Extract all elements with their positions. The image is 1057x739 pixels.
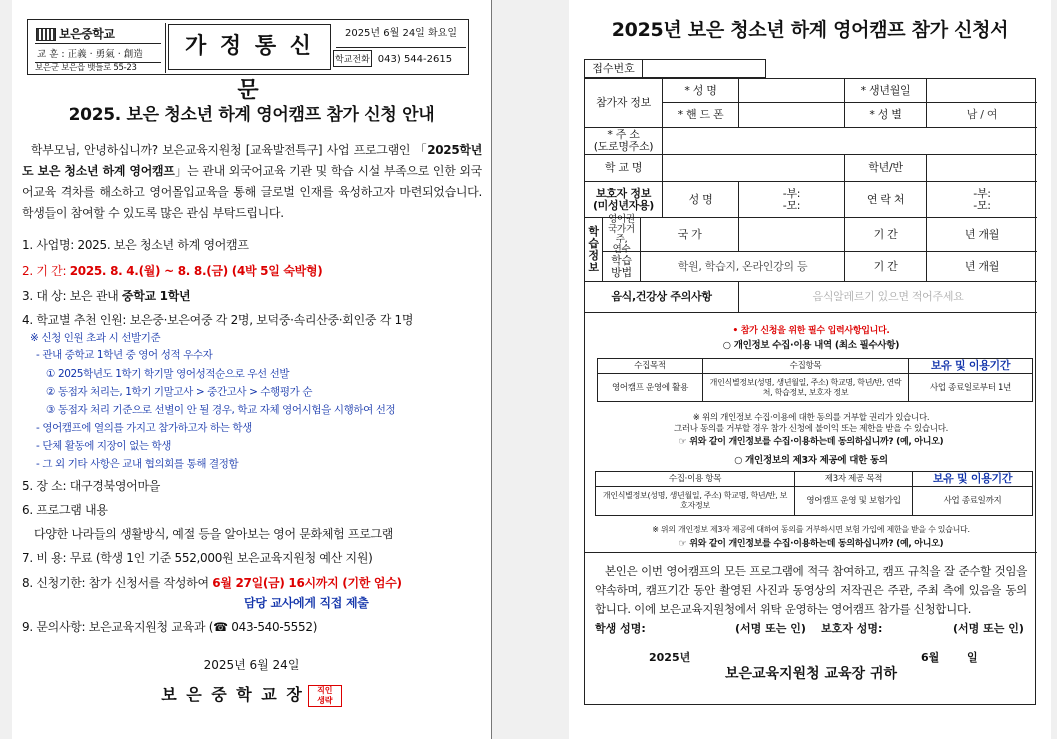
name-label: * 성 명: [663, 79, 739, 103]
country-label: 국 가: [641, 218, 739, 252]
guardian-contact-input[interactable]: -부: -모:: [927, 182, 1037, 218]
study-info-label: 학습 정보: [585, 218, 603, 282]
item-project-name: 1. 사업명: 2025. 보은 청소년 하계 영어캠프: [22, 238, 249, 252]
form-year: 2025년: [649, 651, 691, 664]
school-address: 보은군 보은읍 뱃들로 55-23: [35, 63, 137, 73]
criteria-1b: ② 동점자 처리는, 1학기 기말고사 > 중간고사 > 수행평가 순: [46, 386, 313, 398]
form-title: 2025년 보은 청소년 하계 영어캠프 참가 신청서: [611, 19, 1009, 41]
receipt-number-label: 접수번호: [585, 60, 643, 77]
birth-label: * 생년월일: [845, 79, 927, 103]
item-program: 6. 프로그램 내용: [22, 503, 108, 517]
receipt-number-box: [584, 59, 766, 78]
sign-date: 2025년 6월 24일: [203, 658, 300, 672]
viewer-background-left: [0, 0, 12, 739]
t1-retention: 사업 종료일로부터 1년: [929, 382, 1012, 393]
item-venue: 5. 장 소: 대구경북영어마을: [22, 479, 161, 493]
privacy-section-1-heading: ○ 개인정보 수집·이용 내역 (최소 필수사항): [722, 340, 900, 351]
criteria-1a: ① 2025학년도 1학기 학기말 영어성적순으로 우선 선발: [46, 368, 290, 380]
school-motto: 교 훈 : 正義 · 勇氣 · 創造: [35, 43, 161, 63]
t2-header-purpose: 제3자 제공 목적: [795, 472, 913, 487]
t2-purpose: 영어캠프 운영 및 보험가입: [795, 487, 913, 515]
guardian-name-label: 성 명: [663, 182, 739, 218]
notice-title: 2025. 보은 청소년 하계 영어캠프 참가 신청 안내: [68, 105, 435, 125]
deadline-submit-to: 담당 교사에게 직접 제출: [244, 596, 369, 610]
t1-purpose: 영어캠프 운영에 활용: [598, 374, 703, 401]
period2-label: 기 간: [845, 252, 927, 282]
privacy-table-2: [595, 471, 1033, 516]
phone-input[interactable]: [739, 103, 845, 128]
criteria-3: - 단체 활동에 지장이 없는 학생: [36, 440, 171, 452]
privacy-table-1: [597, 358, 1033, 402]
period-label: 기 간: [845, 218, 927, 252]
grade-label: 학년/반: [845, 155, 927, 182]
section-divider: [585, 552, 1037, 553]
principal-signature: 보 은 중 학 교 장 직인 생략: [12, 682, 491, 707]
t2-header-retention: 보유 및 이용기간: [913, 472, 1032, 487]
school-logo-block: [30, 23, 166, 73]
gender-label: * 성 별: [845, 103, 927, 128]
selection-criteria-note: ※ 신청 인원 초과 시 선발기준: [30, 332, 161, 344]
criteria-2: - 영어캠프에 열의를 가지고 참가하고자 하는 학생: [36, 422, 252, 434]
item-cost: 7. 비 용: 무료 (학생 1인 기준 552,000원 보은교육지원청 예산 지원): [22, 551, 373, 565]
school-emblem-icon: [36, 28, 56, 41]
t2-retention: 사업 종료일까지: [943, 496, 1002, 506]
guardian-contact-label: 연 락 처: [845, 182, 927, 218]
study-period-input[interactable]: 년 개월: [927, 252, 1037, 282]
item-quota: 4. 학교별 추천 인원: 보은중·보은여중 각 2명, 보덕중·속리산중·회인중 각 1명: [22, 313, 414, 327]
privacy-section-2-heading: ○ 개인정보의 제3자 제공에 대한 동의: [734, 455, 888, 466]
viewer-background-gap: [491, 0, 569, 739]
required-notice: • 참가 신청을 위한 필수 입력사항입니다.: [732, 326, 890, 336]
page-application-form: [569, 0, 1051, 739]
school-input[interactable]: [663, 155, 845, 182]
abroad-label: 영어권 국가거주, 연수: [603, 218, 641, 252]
page-notice: [12, 0, 491, 739]
method-label: 학습 방법: [603, 252, 641, 282]
form-month: 6월: [921, 651, 940, 664]
item-deadline: 8. 신청기한: 참가 신청서를 작성하여 6월 27일(금) 16시까지 (기한 엄수): [22, 576, 402, 590]
t1-header-items: 수집항목: [703, 359, 909, 374]
phone-label: * 핸 드 폰: [663, 103, 739, 128]
newsletter-title: 가 정 통 신 문: [168, 24, 331, 70]
item-contact: 9. 문의사항: 보은교육지원청 교육과 (☎ 043-540-5552): [22, 620, 318, 634]
form-addressee: 보은교육지원청 교육장 귀하: [724, 666, 898, 682]
abroad-period-input[interactable]: 년 개월: [927, 218, 1037, 252]
letter-header: [27, 19, 469, 103]
country-input[interactable]: [739, 218, 845, 252]
t2-header-items: 수집·이용 항목: [596, 472, 795, 487]
issue-date: 2025년 6월 24일 화요일: [336, 24, 466, 48]
intro-paragraph: 학부모님, 안녕하십니까? 보은교육지원청 [교육발전특구] 사업 프로그램인 「2025학년도 보은 청소년 하계 영어캠프」는 관내 외국어교육 기관 및 학습 시설 부족으로 인한 외국어교육 격차를 해소하고 영어몰입교육을 통해 글로벌 인재를 육성하고자 마련되었습니다. 학생들이 참여할 수 있도록 많은 관심 부탁드립니다.: [22, 143, 482, 220]
viewer-background-right: [1051, 0, 1057, 739]
guardian-info-label: 보호자 정보 (미성년자용): [585, 182, 663, 218]
t1-items: 개인식별정보(성명, 생년월일, 주소) 학교명, 학년/반, 연락처, 학습정보, 보호자 정보: [703, 374, 909, 401]
privacy-note-1b: 그러나 동의를 거부할 경우 참가 신청에 불이익 또는 제한을 받을 수 있습니다.: [673, 424, 949, 434]
health-label: 음식,건강상 주의사항: [585, 282, 739, 313]
school-name: 보은중학교: [59, 27, 115, 41]
criteria-4: - 그 외 기타 사항은 교내 협의회를 통해 결정함: [36, 458, 239, 470]
t1-header-purpose: 수집목적: [598, 359, 703, 374]
privacy-consent-question-1[interactable]: ☞ 위와 같이 개인정보를 수집·이용하는데 동의하십니까? (예, 아니오): [678, 437, 944, 447]
item-target: 3. 대 상: 보은 관내 중학교 1학년: [22, 289, 191, 303]
privacy-note-1: ※ 위의 개인정보 수집·이용에 대한 동의를 거부할 권리가 있습니다.: [692, 413, 930, 423]
guardian-name-input[interactable]: -부: -모:: [739, 182, 845, 218]
school-label: 학 교 명: [585, 155, 663, 182]
guardian-sign-field[interactable]: (서명 또는 인): [953, 622, 1024, 635]
address-input[interactable]: [663, 128, 1037, 155]
criteria-1: - 관내 중학교 1학년 중 영어 성적 우수자: [36, 349, 213, 361]
t2-items: 개인식별정보(성명, 생년월일, 주소) 학교명, 학년/반, 보호자정보: [596, 487, 795, 515]
official-seal-stamp: 직인 생략: [308, 685, 342, 707]
privacy-consent-question-2[interactable]: ☞ 위와 같이 개인정보를 수집·이용하는데 동의하십니까? (예, 아니오): [678, 539, 944, 549]
item-period: 2. 기 간: 2025. 8. 4.(월) ~ 8. 8.(금) (4박 5일 숙박형): [22, 264, 323, 278]
criteria-1c: ③ 동점자 처리 기준으로 선별이 안 될 경우, 학교 자체 영어시험을 시행하여 선정: [46, 404, 396, 416]
birth-input[interactable]: [927, 79, 1037, 103]
address-label: * 주 소 (도로명주소): [585, 128, 663, 155]
privacy-note-2: ※ 위의 개인정보 제3자 제공에 대하여 동의를 거부하시면 보험 가입에 제한을 받을 수 있습니다.: [652, 525, 970, 534]
participant-info-label: 참가자 정보: [585, 79, 663, 128]
page-divider: [491, 0, 492, 739]
application-form-table: [584, 78, 1036, 705]
gender-choice[interactable]: 남 / 여: [927, 103, 1037, 128]
form-day: 일: [967, 651, 978, 664]
pledge-paragraph: 본인은 이번 영어캠프의 모든 프로그램에 적극 참여하고, 캠프 규칙을 잘 준수할 것임을 약속하며, 캠프기간 동안 촬영된 사진과 동영상의 저작권은 주관, 주최 측에 있음을 동의합니다. 이에 보은교육지원청에서 위탁 운영하는 영어캠프 참가를 신청합니다.: [595, 564, 1027, 616]
student-sign-label: 학생 성명:: [595, 622, 646, 635]
method-input[interactable]: 학원, 학습지, 온라인강의 등: [641, 252, 845, 282]
t1-header-retention: 보유 및 이용기간: [909, 359, 1032, 374]
grade-input[interactable]: [927, 155, 1037, 182]
guardian-sign-label: 보호자 성명:: [821, 622, 883, 635]
health-input[interactable]: 음식알레르기 있으면 적어주세요: [739, 282, 1037, 313]
student-sign-field[interactable]: (서명 또는 인): [735, 622, 806, 635]
program-description: 다양한 나라들의 생활방식, 예절 등을 알아보는 영어 문화체험 프로그램: [34, 527, 394, 541]
name-input[interactable]: [739, 79, 845, 103]
school-phone: 학교전화 043) 544-2615: [333, 50, 469, 67]
